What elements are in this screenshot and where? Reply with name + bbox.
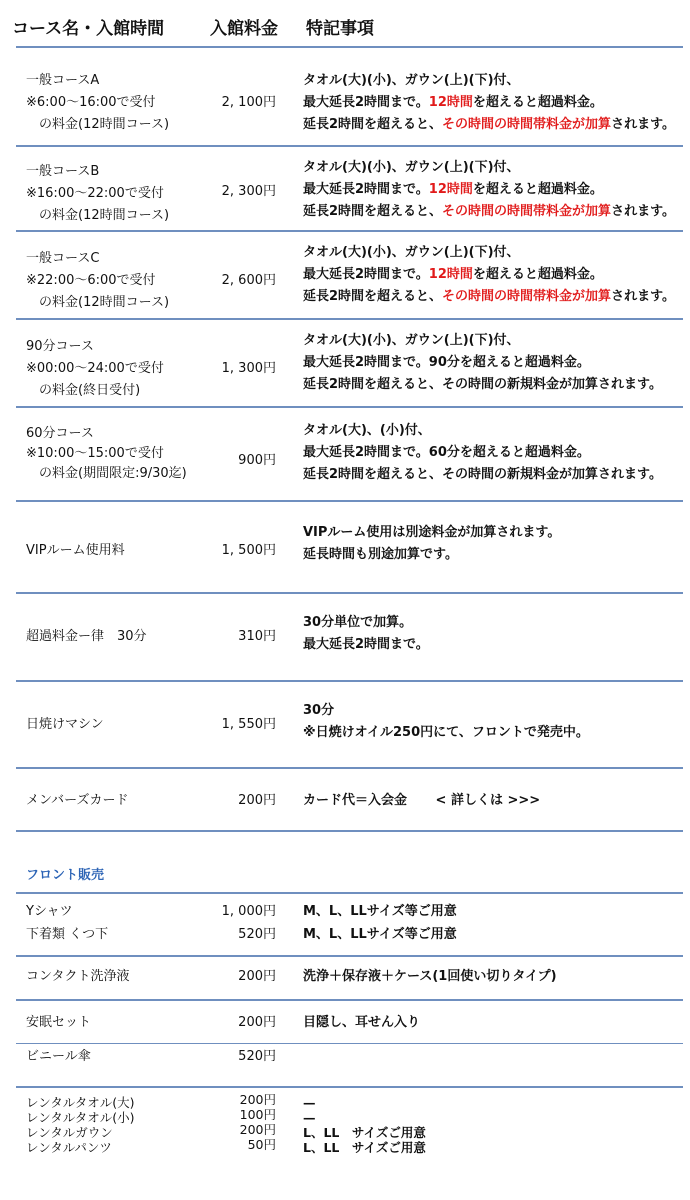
note-line: 最大延長2時間まで。12時間を超えると超過料金。: [303, 182, 603, 197]
note-line: 延長2時間を超えると、その時間の時間帯料金が加算されます。: [303, 204, 676, 219]
item-name: メンバーズカード: [26, 793, 129, 808]
note-line: 最大延長2時間まで。60分を超えると超過料金。: [303, 445, 590, 460]
course-desc: の料金(12時間コース): [26, 295, 170, 310]
item-name: ビニール傘: [26, 1049, 91, 1064]
course-price: 2, 100円: [221, 95, 276, 110]
note-line: タオル(大)(小)、ガウン(上)(下)付、: [303, 160, 520, 175]
item-name: コンタクト洗浄液: [26, 969, 130, 984]
course-time: ※00:00〜24:00で受付: [26, 361, 164, 376]
note-line: カード代＝入会金: [303, 793, 408, 808]
divider: [16, 892, 683, 894]
rental-note: L、LL サイズご用意: [303, 1140, 426, 1155]
divider: [16, 500, 683, 502]
note-line: 30分単位で加算。: [303, 615, 413, 630]
rental-price: 200円: [239, 1122, 276, 1137]
item-name: 超過料金ー律 30分: [26, 629, 147, 644]
item-note: M、L、LLサイズ等ご用意: [303, 927, 457, 942]
divider: [16, 1043, 683, 1044]
item-price: 520円: [238, 927, 276, 942]
rental-name: レンタルタオル(小): [26, 1110, 135, 1125]
course-price: 2, 300円: [221, 184, 276, 199]
course-time: ※10:00〜15:00で受付: [26, 446, 164, 461]
item-price: 520円: [238, 1049, 276, 1064]
note-line: 最大延長2時間まで。12時間を超えると超過料金。: [303, 267, 603, 282]
header-course: コース名・入館時間: [12, 19, 165, 39]
rental-name: レンタルタオル(大): [26, 1095, 135, 1110]
divider: [16, 680, 683, 682]
course-name: 一般コースC: [26, 251, 100, 266]
item-note: M、L、LLサイズ等ご用意: [303, 904, 457, 919]
rental-price: 50円: [247, 1137, 276, 1152]
header-fee: 入館料金: [210, 19, 278, 39]
rental-name: レンタルガウン: [26, 1125, 113, 1140]
note-line: 延長2時間を超えると、その時間の新規料金が加算されます。: [303, 467, 663, 482]
course-desc: の料金(12時間コース): [26, 117, 170, 132]
divider: [16, 999, 683, 1001]
item-name: 下着類 くつ下: [26, 927, 109, 942]
course-time: ※22:00〜6:00で受付: [26, 273, 156, 288]
section-title-front: フロント販売: [26, 868, 105, 883]
item-note: 目隠し、耳せん入り: [303, 1015, 421, 1030]
header-notes: 特記事項: [306, 19, 374, 39]
note-line: タオル(大)(小)、ガウン(上)(下)付、: [303, 245, 520, 260]
rental-note: —: [303, 1110, 316, 1125]
course-price: 900円: [238, 453, 276, 468]
note-line: 延長時間も別途加算です。: [303, 547, 458, 562]
note-line: タオル(大)、(小)付、: [303, 423, 431, 438]
note-line: 最大延長2時間まで。12時間を超えると超過料金。: [303, 95, 603, 110]
course-name: 一般コースA: [26, 73, 100, 88]
rental-note: L、LL サイズご用意: [303, 1125, 426, 1140]
note-line: 最大延長2時間まで。: [303, 637, 429, 652]
note-line: ※日焼けオイル250円にて、フロントで発売中。: [303, 725, 589, 740]
divider: [16, 830, 683, 832]
item-name: 安眠セット: [26, 1015, 92, 1030]
divider: [16, 767, 683, 769]
course-desc: の料金(終日受付): [26, 383, 141, 398]
divider: [16, 46, 683, 48]
divider: [16, 145, 683, 147]
course-name: 90分コース: [26, 339, 94, 354]
course-desc: の料金(期間限定:9/30迄): [26, 466, 187, 481]
item-price: 1, 500円: [221, 543, 276, 558]
divider: [16, 230, 683, 232]
note-line: VIPルーム使用は別途料金が加算されます。: [303, 525, 561, 540]
details-link[interactable]: < 詳しくは >>>: [435, 793, 541, 808]
item-price: 1, 550円: [221, 717, 276, 732]
item-name: Yシャツ: [26, 904, 73, 919]
rental-price: 200円: [239, 1092, 276, 1107]
course-name: 60分コース: [26, 426, 94, 441]
course-name: 一般コースB: [26, 164, 100, 179]
rental-name: レンタルパンツ: [26, 1140, 112, 1155]
note-line: 延長2時間を超えると、その時間の新規料金が加算されます。: [303, 377, 663, 392]
note-line: タオル(大)(小)、ガウン(上)(下)付、: [303, 73, 520, 88]
note-line: 延長2時間を超えると、その時間の時間帯料金が加算されます。: [303, 117, 676, 132]
rental-note: —: [303, 1095, 316, 1110]
divider: [16, 955, 683, 957]
course-price: 1, 300円: [221, 361, 276, 376]
item-note: 洗浄＋保存液＋ケース(1回使い切りタイプ): [303, 969, 557, 984]
item-price: 310円: [238, 629, 276, 644]
course-desc: の料金(12時間コース): [26, 208, 170, 223]
divider: [16, 1086, 683, 1088]
note-line: 最大延長2時間まで。90分を超えると超過料金。: [303, 355, 590, 370]
item-price: 200円: [238, 1015, 276, 1030]
note-line: タオル(大)(小)、ガウン(上)(下)付、: [303, 333, 520, 348]
course-price: 2, 600円: [221, 273, 276, 288]
note-line: 延長2時間を超えると、その時間の時間帯料金が加算されます。: [303, 289, 676, 304]
divider: [16, 318, 683, 320]
item-price: 200円: [238, 969, 276, 984]
divider: [16, 406, 683, 408]
item-name: 日焼けマシン: [26, 717, 104, 732]
note-line: 30分: [303, 703, 335, 718]
course-time: ※16:00〜22:00で受付: [26, 186, 164, 201]
item-price: 200円: [238, 793, 276, 808]
rental-price: 100円: [239, 1107, 276, 1122]
item-price: 1, 000円: [221, 904, 276, 919]
item-name: VIPルーム使用料: [26, 543, 125, 558]
course-time: ※6:00〜16:00で受付: [26, 95, 156, 110]
divider: [16, 592, 683, 594]
